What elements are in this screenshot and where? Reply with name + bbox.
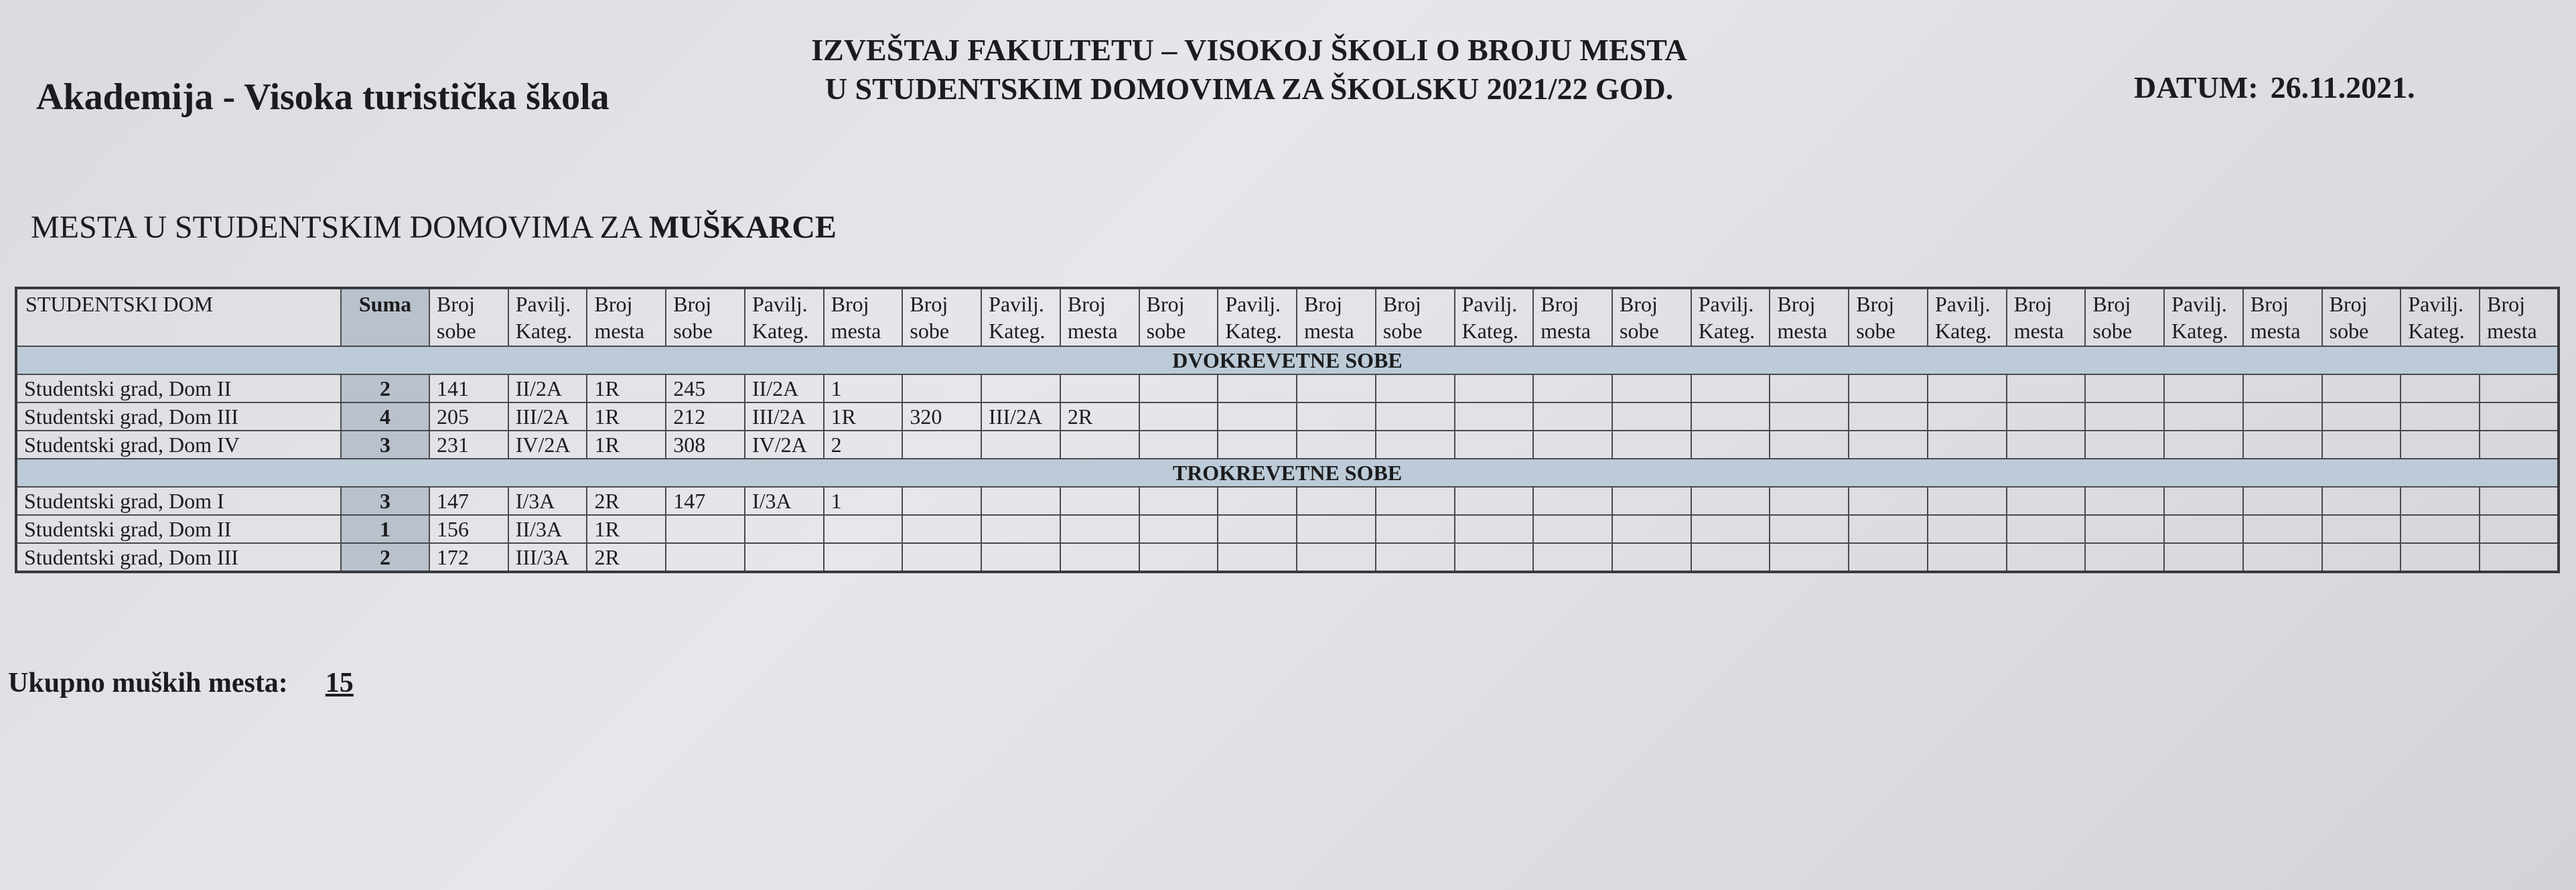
table-cell [1533,487,1612,515]
table-cell [1218,487,1297,515]
table-cell [1297,543,1376,572]
table-cell [1849,374,1928,402]
table-cell [2322,431,2401,459]
table-cell: 205 [429,402,508,431]
table-cell [1612,487,1691,515]
table-cell [2164,431,2243,459]
table-cell [1376,402,1455,431]
table-cell [1928,515,2007,543]
table-row [16,402,2559,431]
table-cell: 1R [587,374,666,402]
table-cell [981,374,1060,402]
table-cell [1928,431,2007,459]
table-cell [2085,374,2164,402]
table-cell: III/2A [981,402,1060,431]
table-cell [2164,487,2243,515]
header-group-5-col-3: Broj mesta [1533,288,1612,346]
table-cell [2322,515,2401,543]
table-cell [2480,431,2559,459]
header-group-5-col-1: Broj sobe [1376,288,1455,346]
table-cell [2007,431,2086,459]
table-cell [1455,431,1534,459]
table-cell [1060,374,1139,402]
table-row [16,431,2559,459]
table-row [16,543,2559,572]
table-cell: I/3A [508,487,587,515]
sum-cell: 2 [341,543,429,572]
table-cell [1849,487,1928,515]
table-cell [2322,402,2401,431]
header-group-9-col-2: Pavilj. Kateg. [2401,288,2480,346]
table-cell [1691,431,1770,459]
section-heading-prefix: MESTA U STUDENTSKIM DOMOVIMA ZA [31,210,641,245]
section-row [16,346,2559,374]
sum-cell: 4 [341,402,429,431]
date-value: 26.11.2021. [2270,70,2415,104]
table-cell [1060,543,1139,572]
report-title-line-2: U STUDENTSKIM DOMOVIMA ZA ŠKOLSKU 2021/22 GOD. [825,72,1674,106]
table-cell [2085,543,2164,572]
table-cell [2480,487,2559,515]
table-cell [1849,431,1928,459]
table-cell [981,515,1060,543]
table-cell: 1R [824,402,903,431]
table-cell [2243,431,2322,459]
table-cell: 1R [587,515,666,543]
table-cell [824,543,903,572]
table-cell: II/3A [508,515,587,543]
table-cell [1691,515,1770,543]
dorm-name-cell: Studentski grad, Dom I [16,487,341,515]
table-header-row [16,288,2559,346]
header-group-2-col-1: Broj sobe [666,288,745,346]
table-cell [1297,515,1376,543]
table-cell [1455,402,1534,431]
table-cell: I/3A [745,487,824,515]
table-cell [1297,402,1376,431]
table-cell [2085,515,2164,543]
table-cell: IV/2A [745,431,824,459]
table-cell [2401,487,2480,515]
table-cell [1770,515,1849,543]
table-cell [2401,431,2480,459]
table-cell [1139,543,1218,572]
table-cell [1218,431,1297,459]
table-cell [1376,515,1455,543]
header-group-1-col-2: Pavilj. Kateg. [508,288,587,346]
table-cell: II/2A [745,374,824,402]
header-sum: Suma [341,288,429,346]
table-cell: 2R [1060,402,1139,431]
table-cell [2401,402,2480,431]
table-cell [1376,374,1455,402]
section-heading-emphasis: MUŠKARCE [648,210,837,245]
table-cell [1060,431,1139,459]
table-cell [745,515,824,543]
dorm-places-table-wrapper [15,287,2560,573]
table-cell [2085,487,2164,515]
header-group-4-col-1: Broj sobe [1139,288,1218,346]
table-cell: 147 [666,487,745,515]
table-cell: 231 [429,431,508,459]
table-cell [1060,515,1139,543]
header-group-2-col-3: Broj mesta [824,288,903,346]
report-title [737,31,1762,108]
table-cell [1928,402,2007,431]
table-cell: 2R [587,487,666,515]
table-cell: III/2A [745,402,824,431]
header-group-6-col-2: Pavilj. Kateg. [1691,288,1770,346]
table-cell [2007,515,2086,543]
table-cell [981,431,1060,459]
table-cell [1218,515,1297,543]
table-cell [1533,515,1612,543]
table-cell [1376,487,1455,515]
table-cell: 2 [824,431,903,459]
table-cell [1612,515,1691,543]
table-cell [1691,402,1770,431]
table-cell [1376,543,1455,572]
dorm-name-cell: Studentski grad, Dom III [16,543,341,572]
header-group-6-col-1: Broj sobe [1612,288,1691,346]
header-group-8-col-3: Broj mesta [2243,288,2322,346]
table-cell: 1 [824,374,903,402]
table-cell [2480,543,2559,572]
table-cell: IV/2A [508,431,587,459]
table-cell: II/2A [508,374,587,402]
header-group-3-col-2: Pavilj. Kateg. [981,288,1060,346]
table-cell: 320 [902,402,981,431]
dorm-places-table [15,287,2560,573]
table-cell [1218,402,1297,431]
table-cell: III/3A [508,543,587,572]
table-cell [1691,374,1770,402]
section-row [16,459,2559,487]
table-cell [2243,487,2322,515]
table-cell [2243,402,2322,431]
table-cell [2164,374,2243,402]
sum-cell: 3 [341,487,429,515]
header-group-6-col-3: Broj mesta [1770,288,1849,346]
table-cell [2007,402,2086,431]
table-cell [902,374,981,402]
table-cell: 1 [824,487,903,515]
dorm-name-cell: Studentski grad, Dom IV [16,431,341,459]
dorm-name-cell: Studentski grad, Dom II [16,515,341,543]
table-cell [981,487,1060,515]
header-group-3-col-3: Broj mesta [1060,288,1139,346]
table-cell [1218,374,1297,402]
total-label: Ukupno muških mesta: [8,668,288,698]
header-group-9-col-1: Broj sobe [2322,288,2401,346]
sum-cell: 1 [341,515,429,543]
table-cell [1139,487,1218,515]
table-cell [1928,374,2007,402]
header-group-4-col-3: Broj mesta [1297,288,1376,346]
table-cell: 212 [666,402,745,431]
sum-cell: 2 [341,374,429,402]
table-body [16,346,2559,572]
table-cell [1533,543,1612,572]
header-group-9-col-3: Broj mesta [2480,288,2559,346]
table-cell [1139,374,1218,402]
report-title-line-1: IZVEŠTAJ FAKULTETU – VISOKOJ ŠKOLI O BROJU MESTA [811,33,1687,67]
header-group-7-col-2: Pavilj. Kateg. [1928,288,2007,346]
table-cell [902,431,981,459]
table-cell: 308 [666,431,745,459]
table-cell [2243,374,2322,402]
table-cell [1139,402,1218,431]
table-cell [902,543,981,572]
table-cell [2322,543,2401,572]
table-cell [1455,374,1534,402]
table-cell [1849,515,1928,543]
table-cell [902,515,981,543]
table-cell [1455,487,1534,515]
sum-cell: 3 [341,431,429,459]
table-cell [2243,515,2322,543]
table-cell [2322,374,2401,402]
table-cell [1691,487,1770,515]
table-cell [1612,402,1691,431]
table-row [16,487,2559,515]
table-cell [1376,431,1455,459]
table-cell [1139,431,1218,459]
table-cell [1533,374,1612,402]
table-cell [2164,543,2243,572]
table-cell [2085,402,2164,431]
table-cell [1770,402,1849,431]
table-cell [2085,431,2164,459]
header-group-5-col-2: Pavilj. Kateg. [1455,288,1534,346]
table-cell [2007,543,2086,572]
table-cell [666,515,745,543]
dorm-name-cell: Studentski grad, Dom II [16,374,341,402]
table-cell [2322,487,2401,515]
table-cell [666,543,745,572]
table-cell [2401,543,2480,572]
table-cell [1770,543,1849,572]
table-cell [2480,374,2559,402]
table-cell [1297,487,1376,515]
institution-name: Akademija - Visoka turistička škola [36,76,610,118]
table-cell [2480,515,2559,543]
table-cell: 156 [429,515,508,543]
table-cell [981,543,1060,572]
table-cell [1612,543,1691,572]
header-dorm: STUDENTSKI DOM [16,288,341,346]
table-cell: 172 [429,543,508,572]
table-cell: 245 [666,374,745,402]
table-cell: 1R [587,402,666,431]
header-group-3-col-1: Broj sobe [902,288,981,346]
table-cell [2164,402,2243,431]
header-group-7-col-3: Broj mesta [2007,288,2086,346]
table-cell [2164,515,2243,543]
table-cell [902,487,981,515]
header-group-1-col-3: Broj mesta [587,288,666,346]
section-title: DVOKREVETNE SOBE [16,346,2559,374]
header-group-4-col-2: Pavilj. Kateg. [1218,288,1297,346]
table-cell [2243,543,2322,572]
table-cell [1218,543,1297,572]
table-cell: III/2A [508,402,587,431]
table-cell: 141 [429,374,508,402]
table-row [16,515,2559,543]
table-cell [1770,431,1849,459]
table-cell [1928,543,2007,572]
table-cell [1612,431,1691,459]
header-group-7-col-1: Broj sobe [1849,288,1928,346]
table-row [16,374,2559,402]
table-cell [2007,374,2086,402]
table-cell [2401,374,2480,402]
table-cell [1770,487,1849,515]
table-cell [1533,402,1612,431]
table-cell [1849,543,1928,572]
table-cell [1691,543,1770,572]
table-cell [1060,487,1139,515]
total-value: 15 [325,668,354,698]
total-line [8,667,354,699]
table-cell [1139,515,1218,543]
table-cell [1297,374,1376,402]
table-cell [1455,543,1534,572]
table-cell [1849,402,1928,431]
table-cell: 147 [429,487,508,515]
table-cell [745,543,824,572]
table-cell [2480,402,2559,431]
table-cell [824,515,903,543]
header-group-8-col-2: Pavilj. Kateg. [2164,288,2243,346]
dorm-name-cell: Studentski grad, Dom III [16,402,341,431]
table-cell [1612,374,1691,402]
table-cell [1770,374,1849,402]
table-cell [1928,487,2007,515]
header-group-8-col-1: Broj sobe [2085,288,2164,346]
table-cell [2401,515,2480,543]
date-block [2134,70,2415,105]
section-title: TROKREVETNE SOBE [16,459,2559,487]
table-cell [1297,431,1376,459]
section-heading [31,209,837,246]
table-cell [1533,431,1612,459]
table-cell [2007,487,2086,515]
table-cell: 2R [587,543,666,572]
table-cell [1455,515,1534,543]
header-group-1-col-1: Broj sobe [429,288,508,346]
table-cell: 1R [587,431,666,459]
date-label: DATUM: [2134,70,2259,104]
header-group-2-col-2: Pavilj. Kateg. [745,288,824,346]
